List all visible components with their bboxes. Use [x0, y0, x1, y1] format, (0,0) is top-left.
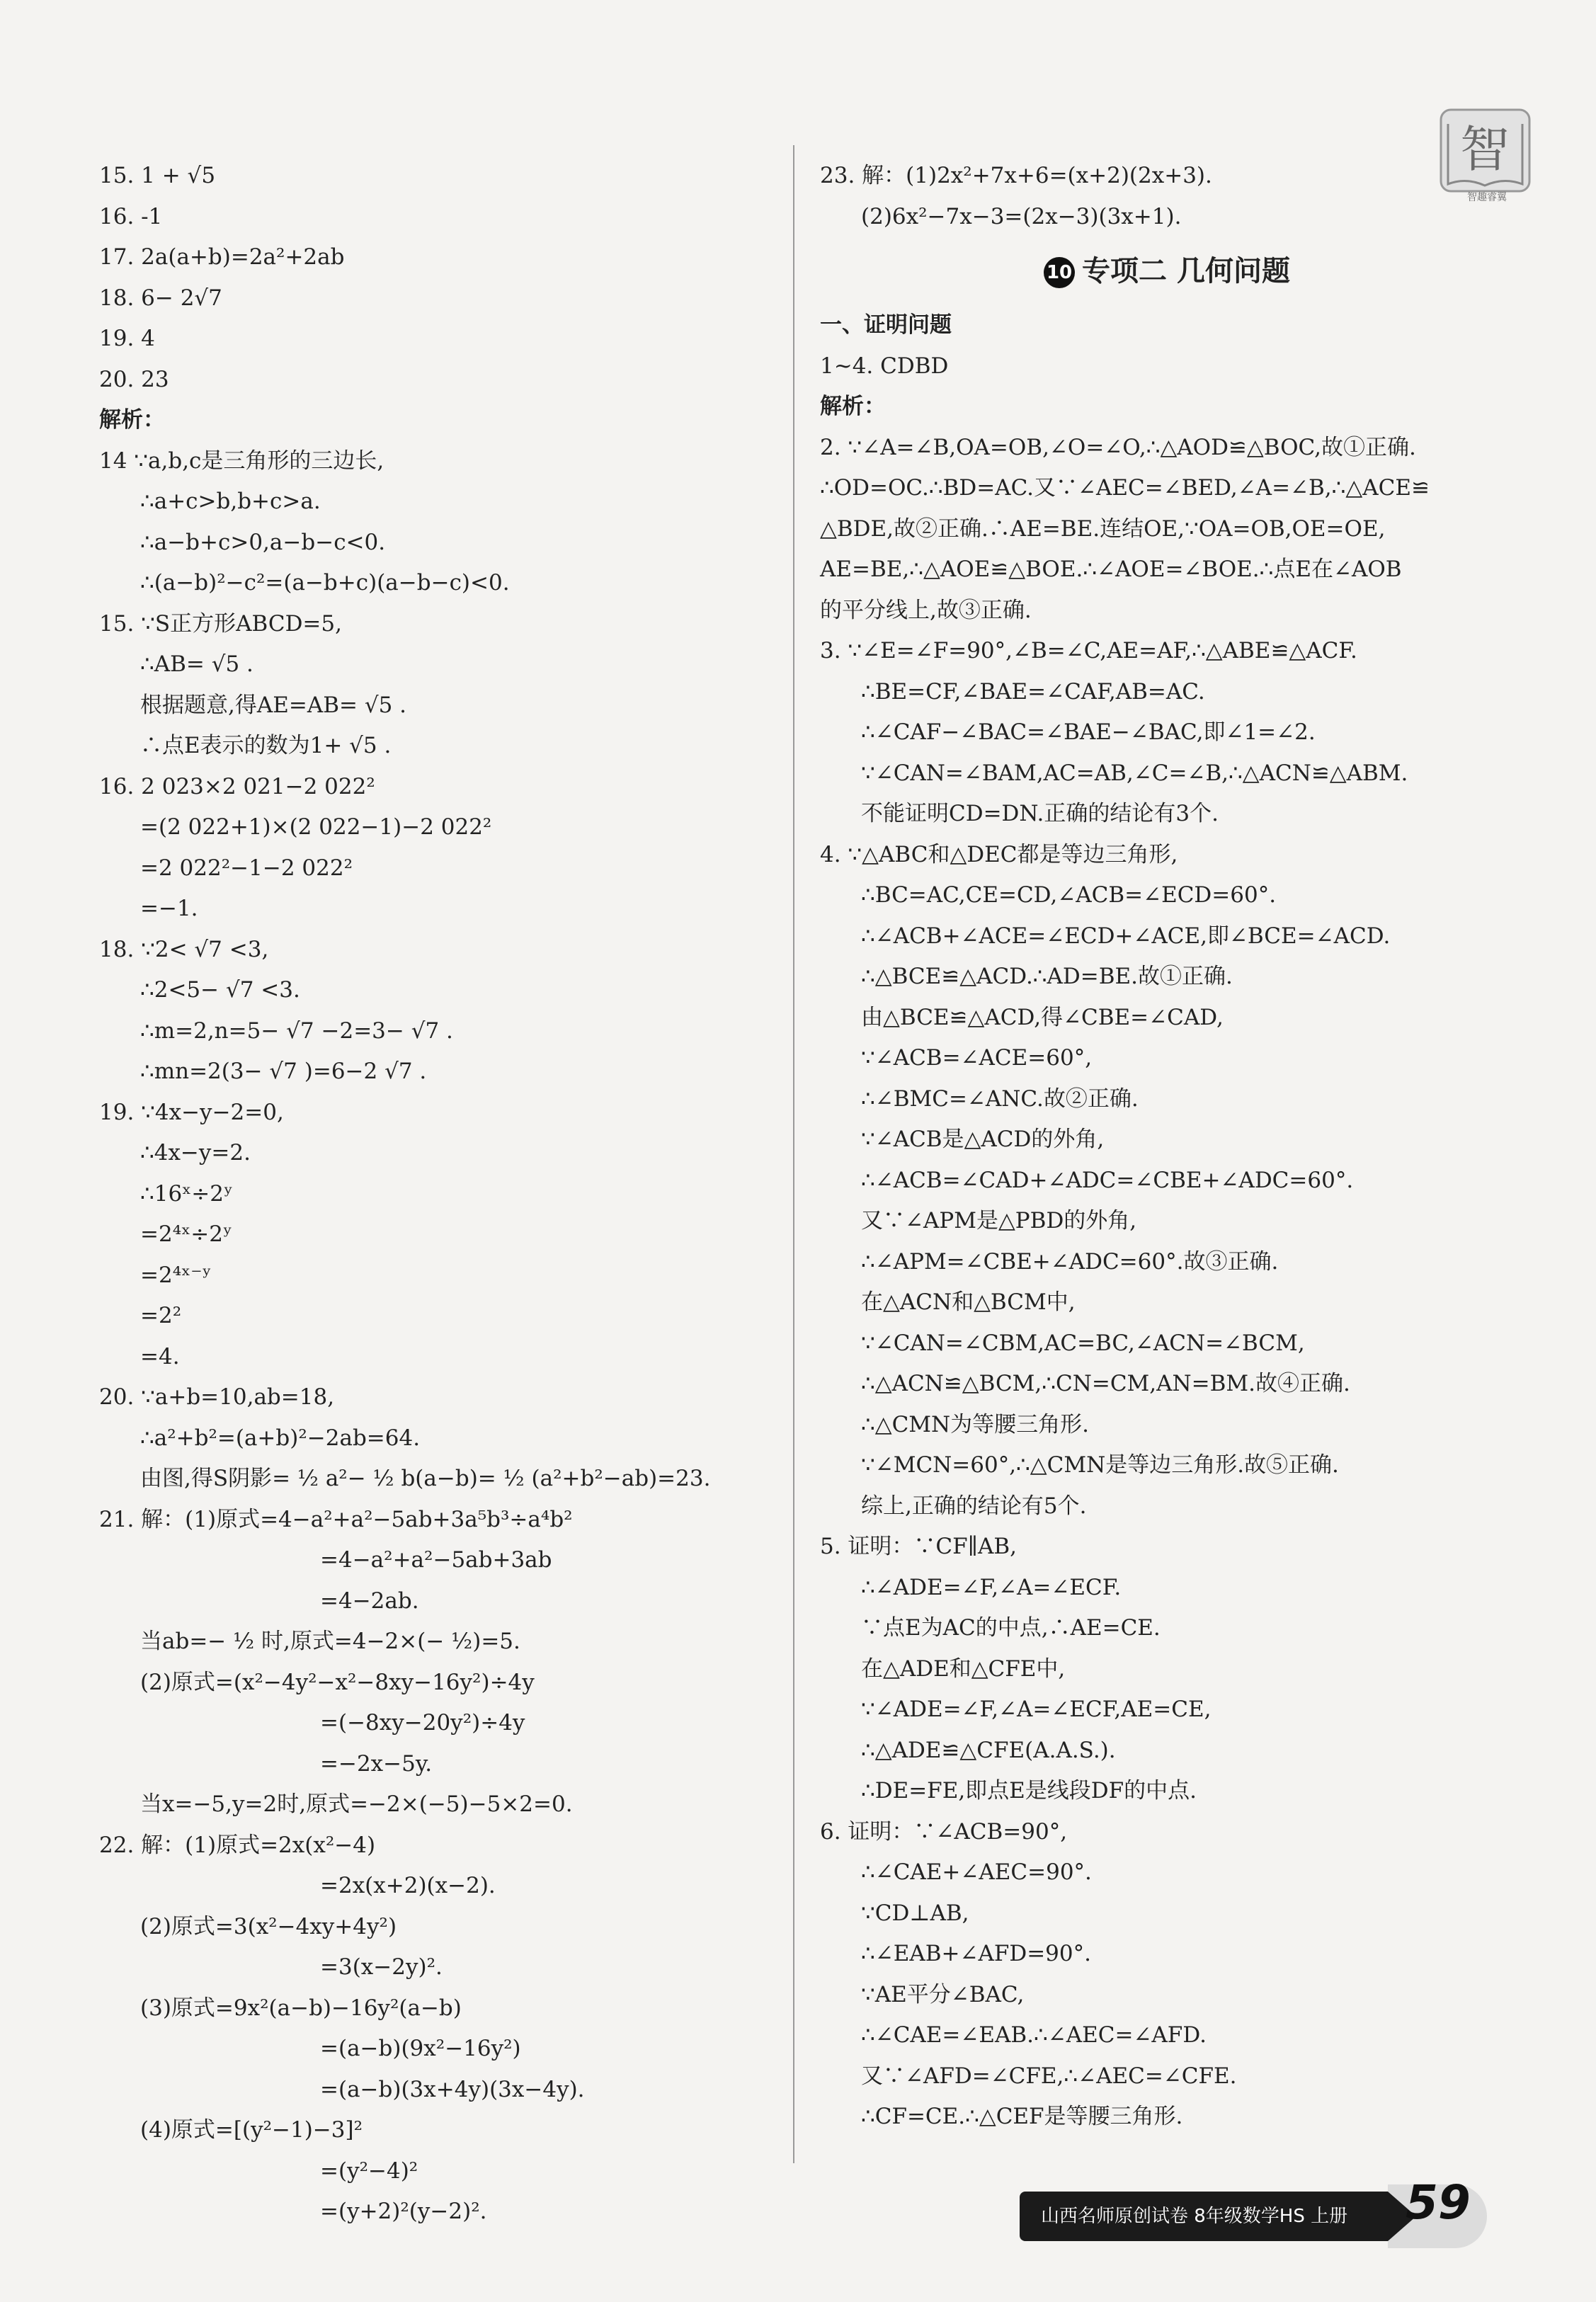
text-line: 在△ADE和△CFE中, — [861, 1656, 1066, 1682]
text-line: 18. ∵2< √7 <3, — [99, 936, 269, 962]
text-line: 5. 证明：∵CF∥AB, — [820, 1534, 1018, 1559]
right-main-answers — [820, 305, 1514, 2138]
footer-bar — [1020, 2192, 1388, 2241]
text-line: 综上,正确的结论有5个. — [861, 1493, 1087, 1519]
section-title — [820, 237, 1514, 305]
text-line: ∴∠CAE+∠AEC=90°. — [861, 1859, 1092, 1885]
text-line: ∴∠ACB=∠CAD+∠ADC=∠CBE+∠ADC=60°. — [861, 1167, 1354, 1193]
text-line: ∴△ACN≌△BCM,∴CN=CM,AN=BM.故④正确. — [861, 1371, 1350, 1396]
right-top-answers — [820, 156, 1514, 237]
text-line: ∵∠CAN=∠BAM,AC=AB,∠C=∠B,∴△ACN≌△ABM. — [861, 760, 1408, 786]
text-line: 23. 解：(1)2x²+7x+6=(x+2)(2x+3). — [820, 163, 1212, 188]
text-line: ∴∠CAF−∠BAC=∠BAE−∠BAC,即∠1=∠2. — [861, 719, 1316, 745]
text-line: ∴BE=CF,∠BAE=∠CAF,AB=AC. — [861, 678, 1205, 705]
section-title-text: 专项二 几何问题 — [1082, 255, 1290, 287]
text-line: =(a−b)(9x²−16y²) — [320, 2036, 521, 2061]
text-line: =4−2ab. — [320, 1588, 419, 1614]
right-column — [820, 156, 1514, 2138]
text-line: 15. ∵S正方形ABCD=5, — [99, 610, 342, 637]
text-line: ∴BC=AC,CE=CD,∠ACB=∠ECD=60°. — [861, 882, 1277, 908]
text-line: 又∵∠AFD=∠CFE,∴∠AEC=∠CFE. — [861, 2063, 1237, 2089]
text-line: =(a−b)(3x+4y)(3x−4y). — [320, 2076, 585, 2102]
text-line: ∴16ˣ÷2ʸ — [140, 1180, 234, 1207]
text-line: ∴OD=OC.∴BD=AC.又∵∠AEC=∠BED,∠A=∠B,∴△ACE≌ — [820, 475, 1430, 501]
text-line: 的平分线上,故③正确. — [820, 597, 1032, 623]
text-line: ∵CD⊥AB, — [861, 1900, 969, 1926]
text-line: 3. ∵∠E=∠F=90°,∠B=∠C,AE=AF,∴△ABE≌△ACF. — [820, 638, 1357, 663]
text-line: ∵∠ADE=∠F,∠A=∠ECF,AE=CE, — [861, 1697, 1212, 1722]
text-line: (2)6x²−7x−3=(2x−3)(3x+1). — [861, 203, 1182, 229]
text-line: 当ab=− ½ 时,原式=4−2×(− ½)=5. — [140, 1629, 520, 1654]
text-line: 15. 1 + √5 — [99, 163, 216, 188]
text-line: 16. 2 023×2 021−2 022² — [99, 773, 375, 799]
text-line: 20. 23 — [99, 366, 169, 392]
text-line: 14 ∵a,b,c是三角形的三边长, — [99, 448, 384, 474]
text-line: 4. ∵△ABC和△DEC都是等边三角形, — [820, 841, 1178, 867]
text-line: =4−a²+a²−5ab+3ab — [320, 1547, 552, 1573]
text-line: 根据题意,得AE=AB= √5 . — [140, 692, 407, 718]
text-line: 解析： — [99, 407, 165, 433]
text-line: (3)原式=9x²(a−b)−16y²(a−b) — [140, 1995, 462, 2021]
text-line: ∴DE=FE,即点E是线段DF的中点. — [861, 1778, 1197, 1804]
text-line: 19. ∵4x−y−2=0, — [99, 1099, 284, 1125]
text-line: =2x(x+2)(x−2). — [320, 1873, 496, 1898]
text-line: 在△ACN和△BCM中, — [861, 1289, 1076, 1315]
text-line: 16. -1 — [99, 203, 163, 229]
text-line: =(2 022+1)×(2 022−1)−2 022² — [140, 814, 492, 840]
text-line: (4)原式=[(y²−1)−3]² — [140, 2117, 363, 2143]
text-line: ∴4x−y=2. — [140, 1140, 251, 1166]
text-line: 不能证明CD=DN.正确的结论有3个. — [861, 801, 1219, 826]
text-line: ∴∠ACB+∠ACE=∠ECD+∠ACE,即∠BCE=∠ACD. — [861, 923, 1391, 949]
text-line: ∵∠MCN=60°,∴△CMN是等边三角形.故⑤正确. — [861, 1452, 1339, 1478]
page-number: 59 — [1406, 2175, 1471, 2230]
text-line: ∴∠CAE=∠EAB.∴∠AEC=∠AFD. — [861, 2022, 1207, 2048]
text-line: ∴mn=2(3− √7 )=6−2 √7 . — [140, 1059, 427, 1084]
text-line: 19. 4 — [99, 326, 155, 351]
text-line: ∴a+c>b,b+c>a. — [140, 489, 321, 514]
text-line: (2)原式=(x²−4y²−x²−8xy−16y²)÷4y — [140, 1669, 535, 1695]
text-line: ∴△ADE≌△CFE(A.A.S.). — [861, 1737, 1116, 1763]
text-line: =2² — [140, 1303, 182, 1328]
text-line: ∴△CMN为等腰三角形. — [861, 1411, 1090, 1437]
text-line: 一、证明问题 — [820, 312, 952, 338]
text-line: ∵∠ACB是△ACD的外角, — [861, 1127, 1105, 1152]
text-line: ∵AE平分∠BAC, — [861, 1981, 1025, 2007]
text-line: ∴∠ADE=∠F,∠A=∠ECF. — [861, 1574, 1122, 1600]
text-line: =(−8xy−20y²)÷4y — [320, 1710, 525, 1736]
text-line: ∵点E为AC的中点,∴AE=CE. — [861, 1615, 1161, 1641]
text-line: 17. 2a(a+b)=2a²+2ab — [99, 244, 345, 270]
text-line: ∵∠ACB=∠ACE=60°, — [861, 1045, 1093, 1071]
text-line: ∴a²+b²=(a+b)²−2ab=64. — [140, 1425, 421, 1451]
text-line: ∴∠BMC=∠ANC.故②正确. — [861, 1086, 1139, 1112]
logo-caption: 智趣睿翼 — [1467, 192, 1507, 203]
text-line: =−1. — [140, 896, 198, 921]
text-line: 2. ∵∠A=∠B,OA=OB,∠O=∠O,∴△AOD≌△BOC,故①正确. — [820, 434, 1416, 460]
left-column — [99, 156, 765, 2233]
text-line: =2⁴ˣ⁻ʸ — [140, 1262, 212, 1288]
text-line: AE=BE,∴△AOE≌△BOE.∴∠AOE=∠BOE.∴点E在∠AOB — [820, 557, 1402, 582]
text-line: 22. 解：(1)原式=2x(x²−4) — [99, 1832, 376, 1858]
text-line: ∴△BCE≌△ACD.∴AD=BE.故①正确. — [861, 964, 1233, 989]
text-line: ∴AB= √5 . — [140, 651, 253, 677]
text-line: =4. — [140, 1343, 180, 1369]
text-line: 18. 6− 2√7 — [99, 285, 222, 311]
text-line: 由图,得S阴影= ½ a²− ½ b(a−b)= ½ (a²+b²−ab)=23. — [140, 1466, 711, 1491]
text-line: 20. ∵a+b=10,ab=18, — [99, 1384, 335, 1410]
text-line: =2 022²−1−2 022² — [140, 855, 353, 881]
section-number-badge: 10 — [1044, 257, 1075, 288]
text-line: 21. 解：(1)原式=4−a²+a²−5ab+3a⁵b³÷a⁴b² — [99, 1506, 573, 1532]
text-line: ∴∠EAB+∠AFD=90°. — [861, 1941, 1091, 1966]
text-line: 由△BCE≌△ACD,得∠CBE=∠CAD, — [861, 1004, 1224, 1030]
text-line: 解析： — [820, 394, 886, 419]
text-line: =(y²−4)² — [320, 2158, 418, 2184]
text-line: =−2x−5y. — [320, 1750, 433, 1777]
text-line: ∴2<5− √7 <3. — [140, 977, 300, 1003]
text-line: ∴CF=CE.∴△CEF是等腰三角形. — [861, 2104, 1183, 2129]
text-line: ∴点E表示的数为1+ √5 . — [140, 733, 392, 758]
text-line: ∴m=2,n=5− √7 −2=3− √7 . — [140, 1018, 453, 1044]
text-line: 又∵∠APM是△PBD的外角, — [861, 1208, 1137, 1233]
text-line: 6. 证明：∵∠ACB=90°, — [820, 1818, 1068, 1845]
text-line: 当x=−5,y=2时,原式=−2×(−5)−5×2=0. — [140, 1791, 573, 1817]
text-line: ∴∠APM=∠CBE+∠ADC=60°.故③正确. — [861, 1248, 1279, 1275]
footer-text: 山西名师原创试卷 8年级数学HS 上册 — [1041, 2206, 1348, 2227]
text-line: ∴(a−b)²−c²=(a−b+c)(a−b−c)<0. — [140, 570, 510, 596]
logo-glyph: 智 — [1460, 120, 1510, 178]
column-divider — [793, 145, 794, 2163]
text-line: 1~4. CDBD — [820, 353, 949, 379]
text-line: ∵∠CAN=∠CBM,AC=BC,∠ACN=∠BCM, — [861, 1330, 1305, 1356]
text-line: =2⁴ˣ÷2ʸ — [140, 1221, 233, 1247]
text-line: =(y+2)²(y−2)². — [320, 2199, 487, 2224]
text-line: △BDE,故②正确.∴AE=BE.连结OE,∵OA=OB,OE=OE, — [820, 515, 1386, 542]
text-line: =3(x−2y)². — [320, 1954, 443, 1980]
text-line: (2)原式=3(x²−4xy+4y²) — [140, 1913, 397, 1939]
text-line: ∴a−b+c>0,a−b−c<0. — [140, 529, 386, 555]
